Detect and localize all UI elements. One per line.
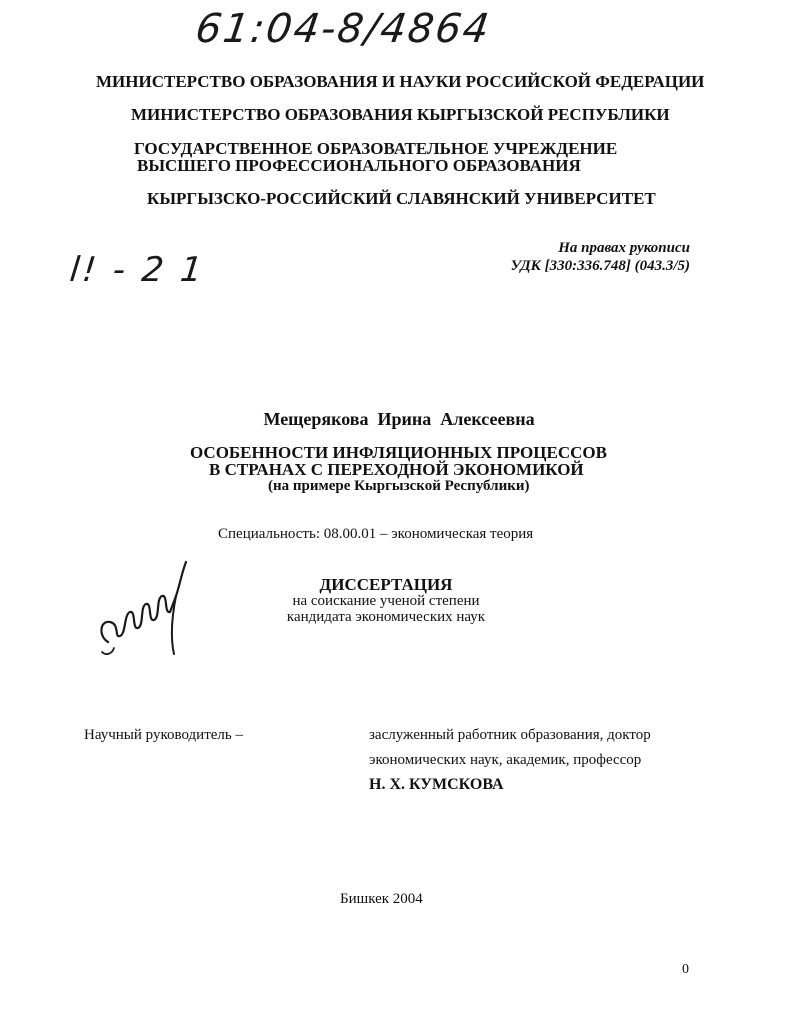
ministry-russia: МИНИСТЕРСТВО ОБРАЗОВАНИЯ И НАУКИ РОССИЙСКОЙ ФЕДЕРАЦИИ xyxy=(96,72,705,91)
institution-line-2: ВЫСШЕГО ПРОФЕССИОНАЛЬНОГО ОБРАЗОВАНИЯ xyxy=(137,156,581,175)
dissertation-heading: ДИССЕРТАЦИЯ xyxy=(319,575,453,594)
supervisor-title-line-1: заслуженный работник образования, доктор xyxy=(369,727,651,743)
supervisor-name: Н. Х. КУМСКОВА xyxy=(369,776,504,793)
title-line-2: В СТРАНАХ С ПЕРЕХОДНОЙ ЭКОНОМИКОЙ xyxy=(209,460,584,479)
title-line-1: ОСОБЕННОСТИ ИНФЛЯЦИОННЫХ ПРОЦЕССОВ xyxy=(190,443,607,462)
manuscript-rights: На правах рукописи xyxy=(558,240,690,256)
specialty: Специальность: 08.00.01 – экономическая теория xyxy=(218,526,534,542)
supervisor-title-line-2: экономических наук, академик, профессор xyxy=(369,752,642,768)
city-year: Бишкек 2004 xyxy=(340,891,423,907)
udc-code: УДК [330:336.748] (043.3/5) xyxy=(510,258,690,274)
dissertation-line-2: кандидата экономических наук xyxy=(286,609,486,625)
page-number: 0 xyxy=(682,962,689,977)
author-name: Мещерякова Ирина Алексеевна xyxy=(263,409,535,429)
dissertation-line-1: на соискание ученой степени xyxy=(292,593,480,609)
ministry-kyrgyz: МИНИСТЕРСТВО ОБРАЗОВАНИЯ КЫРГЫЗСКОЙ РЕСПУБЛИКИ xyxy=(131,105,670,124)
title-subtitle: (на примере Кыргызской Республики) xyxy=(268,478,530,494)
handwritten-margin-note: l! - 2 1 xyxy=(67,250,208,290)
handwritten-archive-number: 61:04-8/4864 xyxy=(192,6,494,52)
handwritten-signature xyxy=(90,556,200,666)
institution-line-1: ГОСУДАРСТВЕННОЕ ОБРАЗОВАТЕЛЬНОЕ УЧРЕЖДЕНИЕ xyxy=(134,139,618,158)
university-name: КЫРГЫЗСКО-РОССИЙСКИЙ СЛАВЯНСКИЙ УНИВЕРСИТЕТ xyxy=(147,189,656,208)
supervisor-label: Научный руководитель – xyxy=(84,727,243,743)
